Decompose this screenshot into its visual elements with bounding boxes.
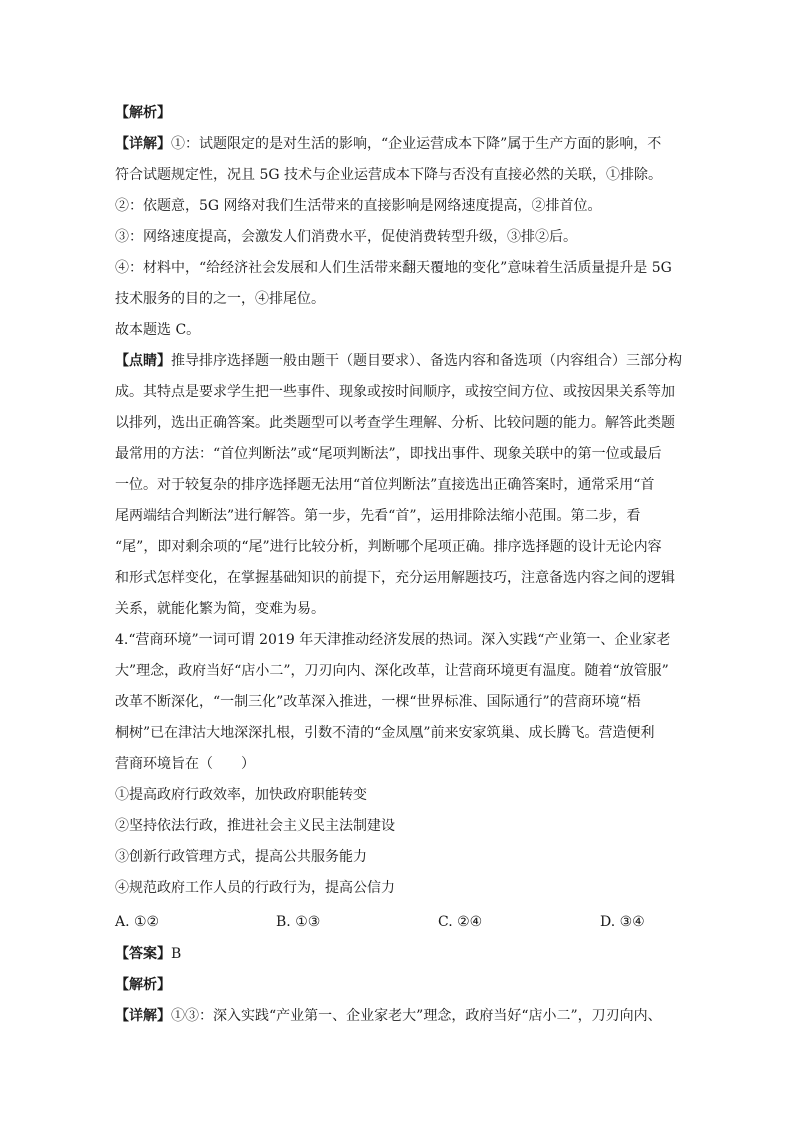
detail-line-q4 — [115, 1006, 662, 1026]
tip-line-8: 和形式怎样变化，在掌握基础知识的前提下，充分运用解题技巧，注意备选内容之间的逻辑 — [115, 570, 675, 586]
question-item-1: ①提高政府行政效率，加快政府职能转变 — [115, 787, 367, 803]
question-item-3: ③创新行政管理方式，提高公共服务能力 — [115, 849, 367, 865]
tip-tag: 【点睛】 — [115, 353, 171, 369]
detail-text-2: ①③：深入实践“产业第一、企业家老大”理念，政府当好“店小二”，刀刃向内、 — [171, 1008, 662, 1024]
detail-line-5: ④：材料中，“给经济社会发展和人们生活带来翻天覆地的变化”意味着生活质量提升是 5G — [115, 260, 672, 276]
tip-line-6: 尾两端结合判断法”进行解答。第一步，先看“首”，运用排除法缩小范围。第二步，看 — [115, 508, 641, 524]
option-b: B. ①③ — [276, 914, 321, 930]
analysis-label: 【解析】 — [115, 105, 171, 121]
detail-line-6: 技术服务的目的之一，④排尾位。 — [115, 291, 325, 307]
tip-line-5: 一位。对于较复杂的排序选择题无法用“首位判断法”直接选出正确答案时，通常采用“首 — [115, 477, 655, 493]
answer-line — [115, 944, 181, 964]
detail-line-2: 符合试题规定性，况且 5G 技术与企业运营成本下降与否没有直接必然的关联，①排除。 — [115, 167, 662, 183]
question-item-4: ④规范政府工作人员的行政行为，提高公信力 — [115, 880, 395, 896]
detail-tag-2: 【详解】 — [115, 1008, 171, 1024]
detail-tag: 【详解】 — [115, 136, 171, 152]
question-stem-line-3: 改革不断深化，“一制三化”改革深入推进，一棵“世界标准、国际通行”的营商环境“梧 — [115, 694, 641, 710]
question-item-2: ②坚持依法行政，推进社会主义民主法制建设 — [115, 818, 395, 834]
tip-line-4: 最常用的方法：“首位判断法”或“尾项判断法”，即找出事件、现象关联中的第一位或最后 — [115, 446, 662, 462]
answer-value: B — [171, 946, 182, 962]
option-d: D. ③④ — [600, 914, 645, 930]
tip-text: 推导排序选择题一般由题干（题目要求）、备选内容和备选项（内容组合）三部分构 — [171, 353, 682, 369]
detail-line-1 — [115, 134, 661, 154]
question-stem-line-2: 大”理念，政府当好“店小二”，刀刃向内、深化改革，让营商环境更有温度。随着“放管服” — [115, 663, 669, 679]
analysis-label-2: 【解析】 — [115, 977, 171, 993]
detail-text: ①：试题限定的是对生活的影响，“企业运营成本下降”属于生产方面的影响，不 — [171, 136, 662, 152]
tip-line-1 — [115, 351, 682, 371]
tip-line-9: 关系，就能化繁为简，变难为易。 — [115, 601, 325, 617]
tip-line-2: 成。其特点是要求学生把一些事件、现象或按时间顺序，或按空间方位、或按因果关系等加 — [115, 384, 675, 400]
tip-line-7: “尾”，即对剩余项的“尾”进行比较分析，判断哪个尾项正确。排序选择题的设计无论内容 — [115, 539, 662, 555]
option-a: A. ①② — [115, 914, 160, 930]
conclusion-line: 故本题选 C。 — [115, 322, 201, 338]
question-stem-line-1: 4.“营商环境”一词可谓 2019 年天津推动经济发展的热词。深入实践“产业第一、企业家老 — [115, 632, 671, 648]
detail-line-4: ③：网络速度提高，会激发人们消费水平，促使消费转型升级，③排②后。 — [115, 229, 577, 245]
tip-line-3: 以排列，选出正确答案。此类题型可以考查学生理解、分析、比较问题的能力。解答此类题 — [115, 415, 675, 431]
option-c: C. ②④ — [438, 914, 483, 930]
question-stem-line-5: 营商环境旨在（ ） — [115, 756, 255, 772]
detail-line-3: ②：依题意，5G 网络对我们生活带来的直接影响是网络速度提高，②排首位。 — [115, 198, 602, 214]
answer-tag: 【答案】 — [115, 946, 171, 962]
question-stem-line-4: 桐树”已在津沽大地深深扎根，引数不清的“金凤凰”前来安家筑巢、成长腾飞。营造便利 — [115, 725, 655, 741]
